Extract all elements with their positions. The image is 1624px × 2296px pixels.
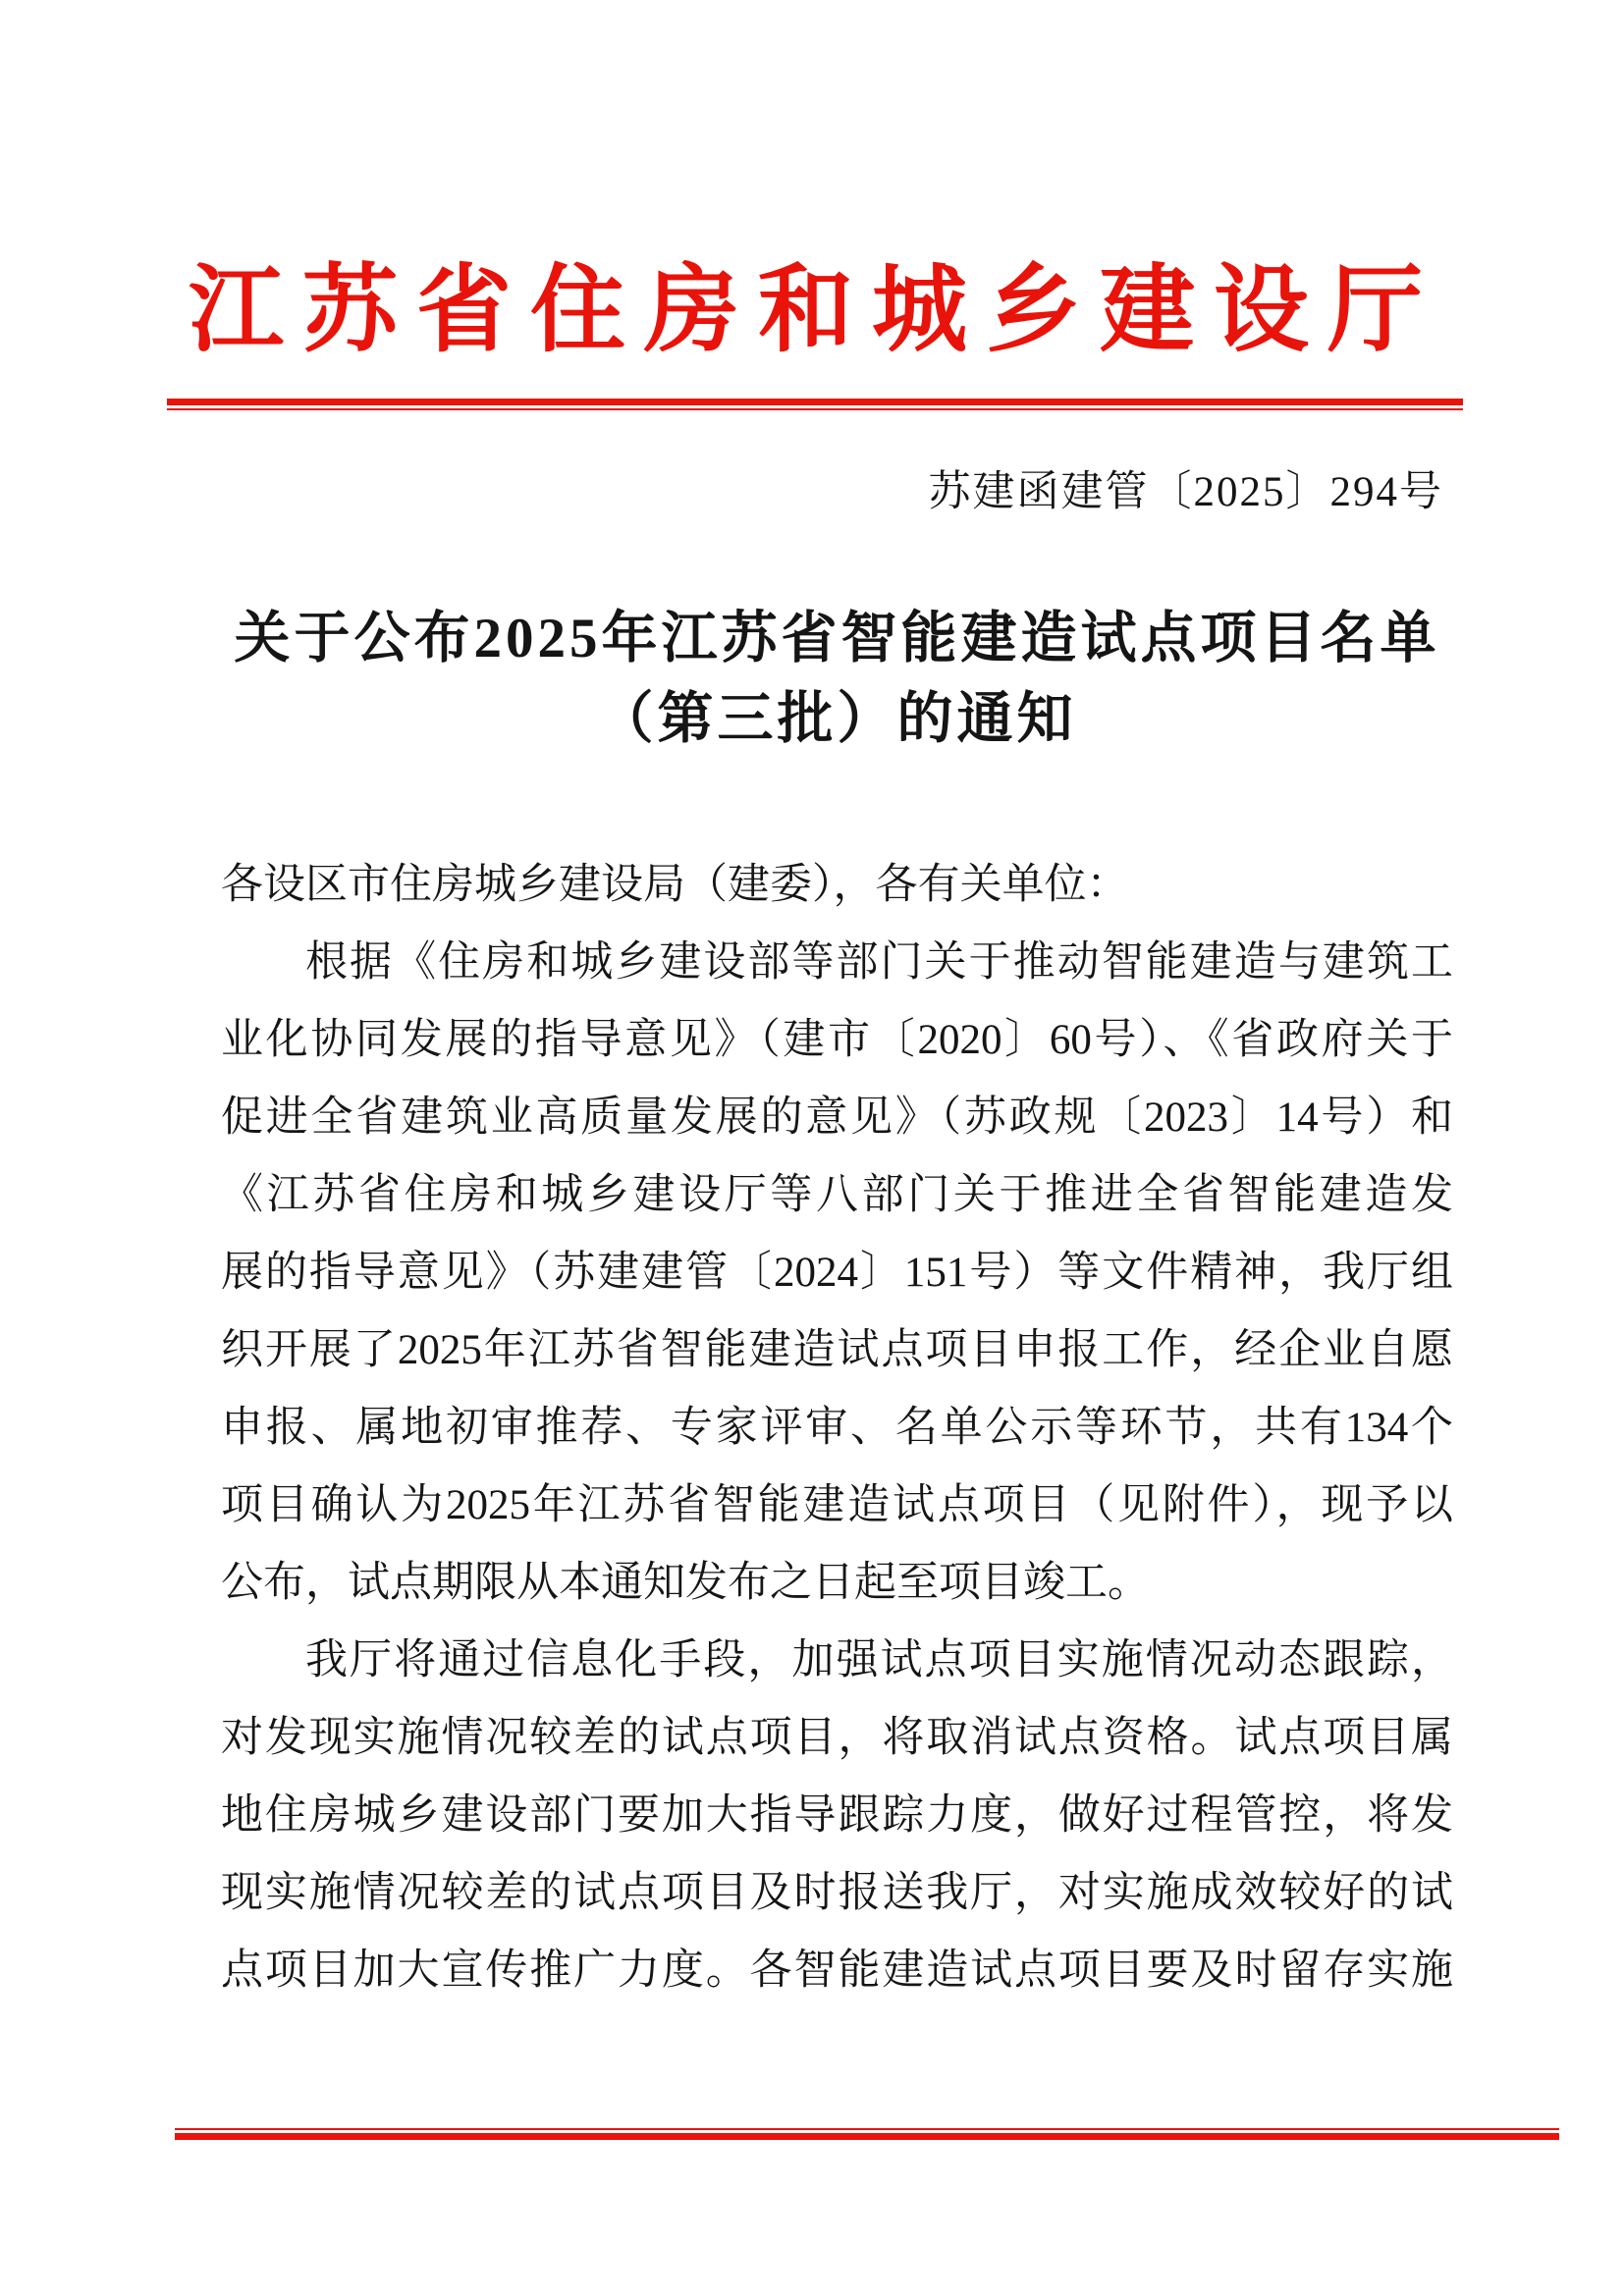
- body-line: 现实施情况较差的试点项目及时报送我厅，对实施成效较好的试: [221, 1870, 1453, 1916]
- body-line: 项目确认为2025年江苏省智能建造试点项目（见附件），现予以: [221, 1482, 1453, 1528]
- header-rule-thick-line: [167, 399, 1463, 405]
- document-title: [221, 599, 1453, 760]
- footer-rule-thick-line: [175, 2133, 1559, 2140]
- header-separator-rule: [167, 399, 1463, 410]
- body-line: 点项目加大宣传推广力度。各智能建造试点项目要及时留存实施: [221, 1948, 1453, 1994]
- body-line: 对发现实施情况较差的试点项目，将取消试点资格。试点项目属: [221, 1715, 1453, 1761]
- document-title-line-1: 关于公布2025年江苏省智能建造试点项目名单: [234, 608, 1440, 669]
- body-line: 我厅将通过信息化手段，加强试点项目实施情况动态跟踪，: [305, 1637, 1453, 1683]
- body-line: 公布，试点期限从本通知发布之日起至项目竣工。: [221, 1560, 1150, 1606]
- body-line: 《江苏省住房和城乡建设厅等八部门关于推进全省智能建造发: [221, 1172, 1453, 1218]
- body-line: 申报、属地初审推荐、专家评审、名单公示等环节，共有134个: [221, 1405, 1453, 1451]
- body-line: 业化协同发展的指导意见》（建市〔2020〕60号）、《省政府关于: [221, 1017, 1453, 1063]
- document-number: 苏建函建管〔2025〕294号: [928, 469, 1443, 515]
- document-title-line-2: （第三批）的通知: [597, 688, 1077, 750]
- masthead-title: 江苏省住房和城乡建设厅: [189, 258, 1441, 363]
- body-line: 地住房城乡建设部门要加大指导跟踪力度，做好过程管控，将发: [221, 1792, 1453, 1839]
- body-line: 展的指导意见》（苏建建管〔2024〕151号）等文件精神，我厅组: [221, 1250, 1453, 1296]
- body-line: 织开展了2025年江苏省智能建造试点项目申报工作，经企业自愿: [221, 1327, 1453, 1373]
- header-rule-thin-line: [167, 408, 1463, 410]
- salutation-line: 各设区市住房城乡建设局（建委），各有关单位：: [221, 862, 1129, 908]
- footer-separator-rule: [175, 2128, 1559, 2140]
- body-line: 促进全省建筑业高质量发展的意见》（苏政规〔2023〕14号）和: [221, 1095, 1453, 1141]
- document-body: [221, 846, 1453, 2009]
- body-line: 根据《住房和城乡建设部等部门关于推动智能建造与建筑工: [305, 939, 1453, 986]
